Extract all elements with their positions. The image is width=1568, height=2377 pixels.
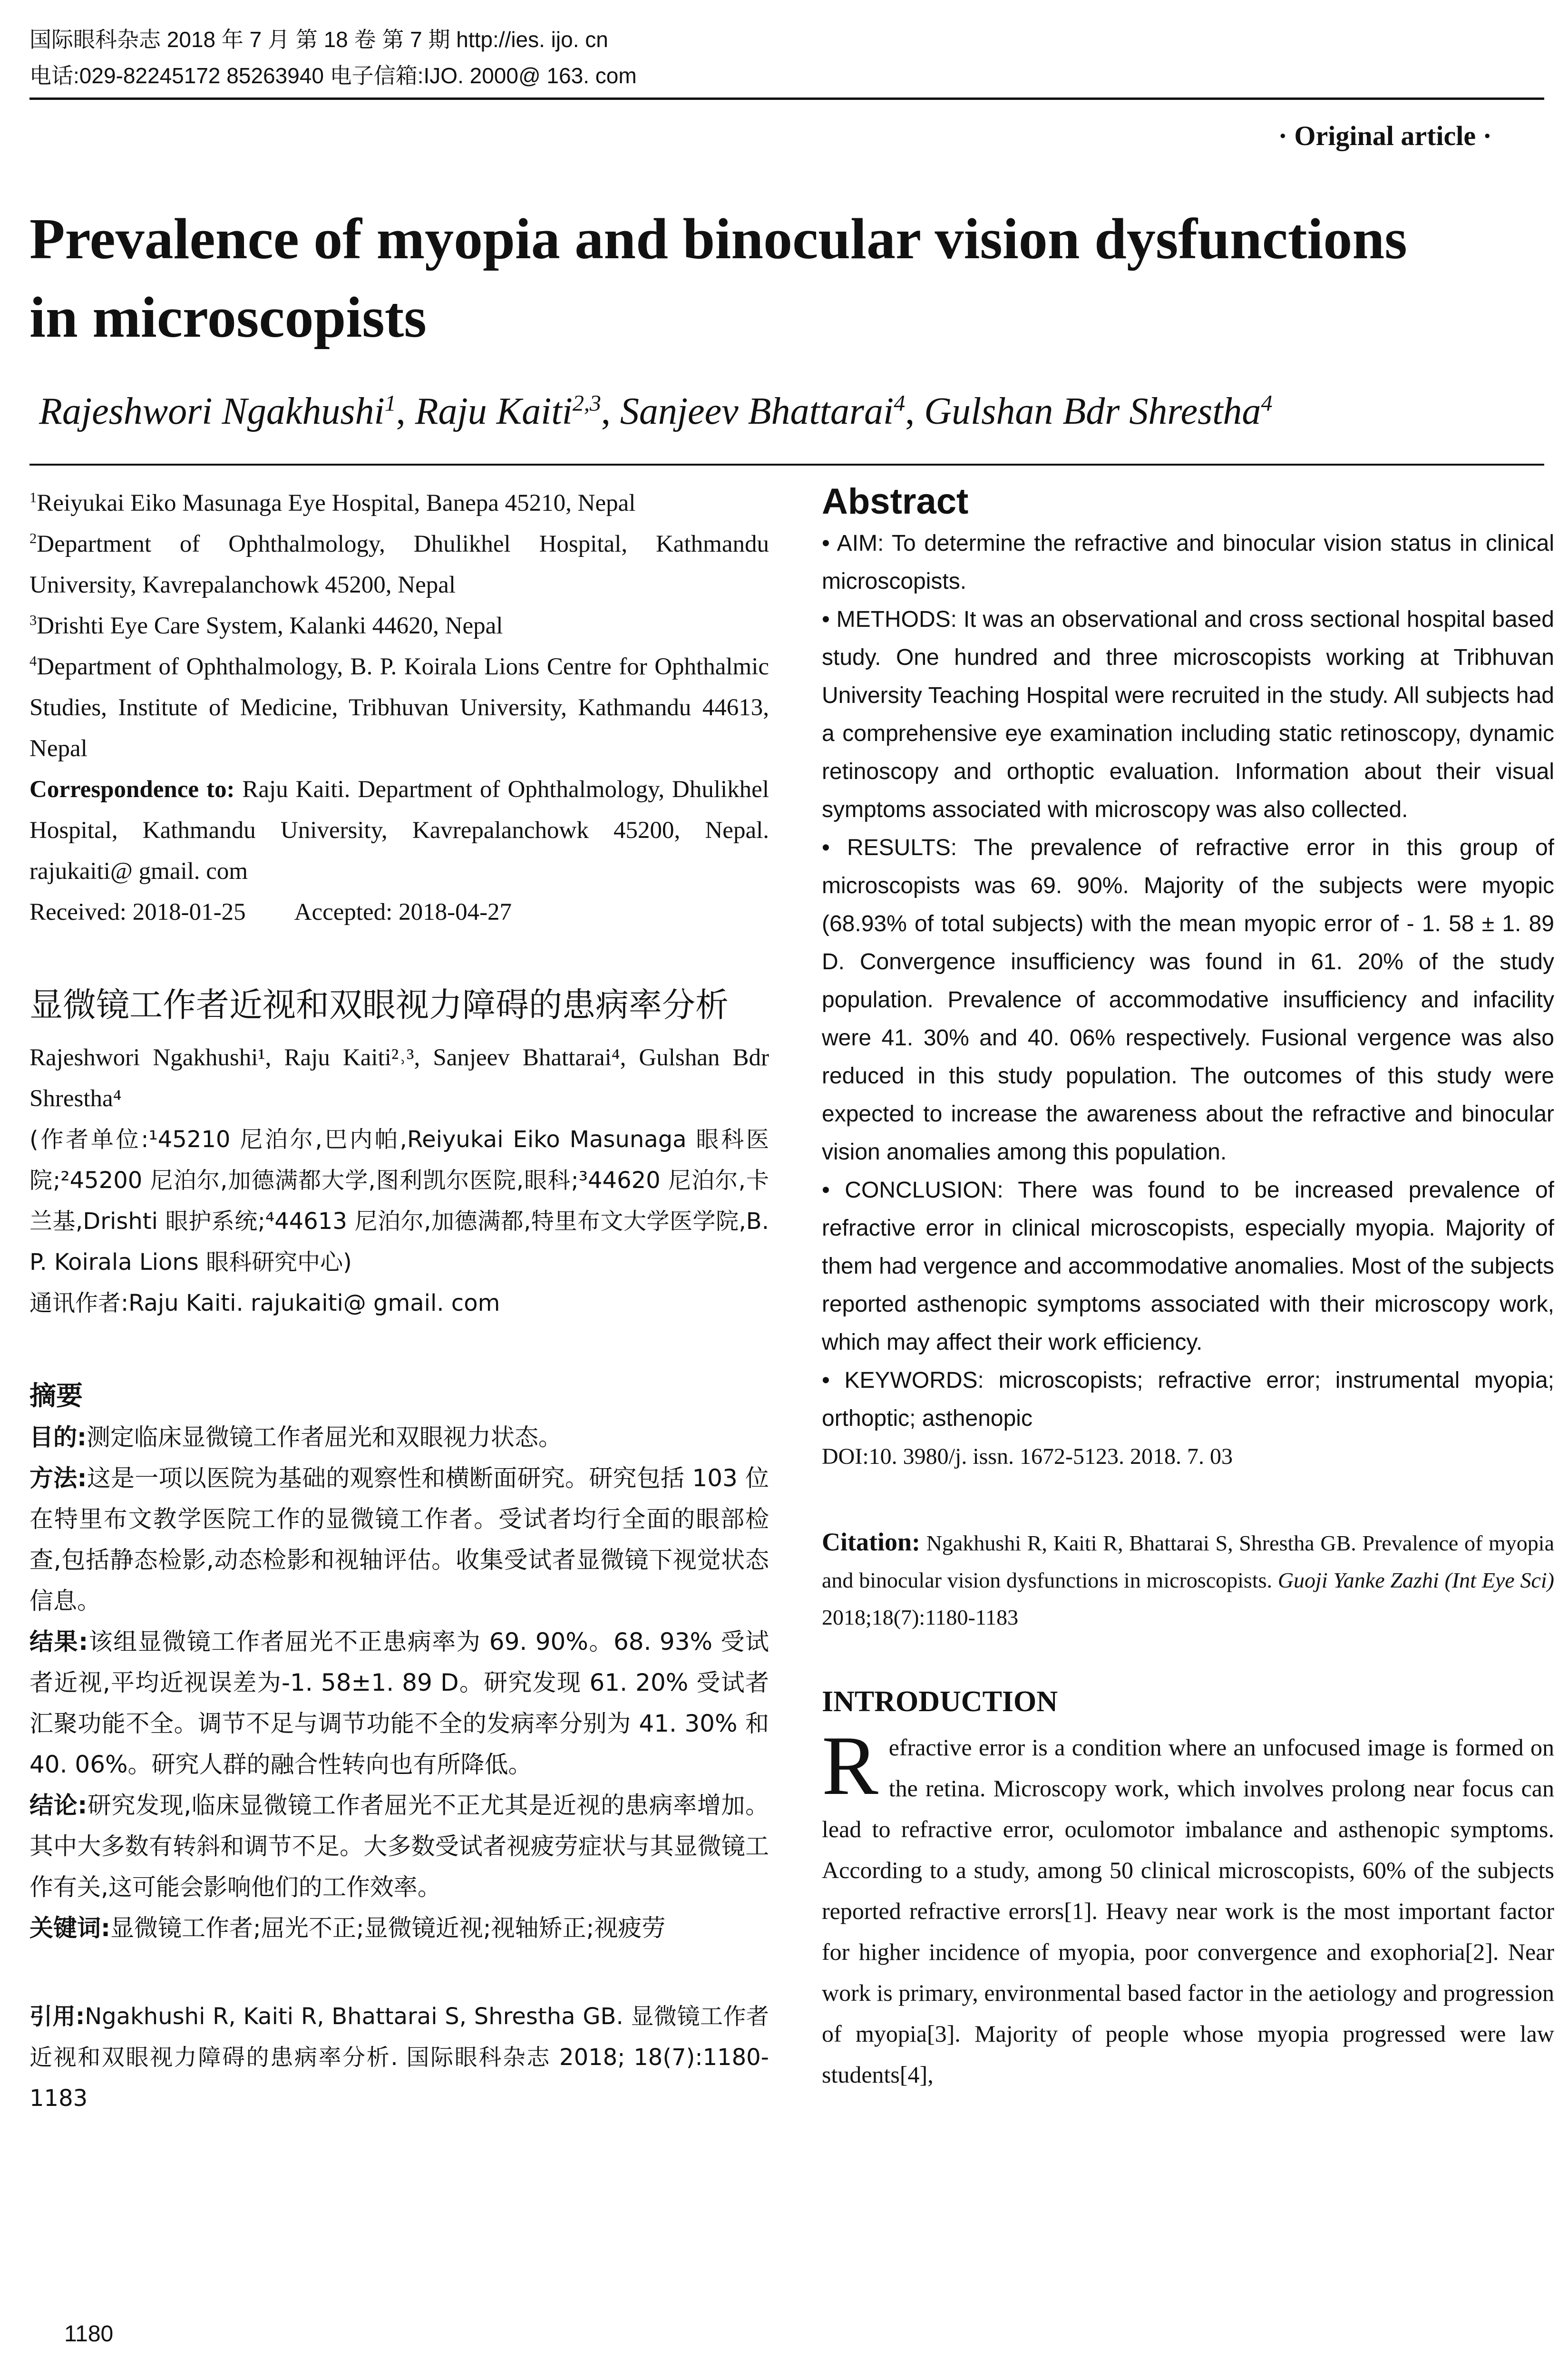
article-title (29, 200, 1551, 357)
intro-heading: INTRODUCTION (822, 1685, 1058, 1718)
author-list: Rajeshwori Ngakhushi$^1$, Raju Kaiti$^{2,3}$, Sanjeev Bhattarai$^4$, Gulshan Bdr Shrestha$^4$ (39, 390, 1273, 432)
cn-abstract (29, 1376, 769, 1948)
left-column (29, 483, 769, 2119)
author-affiliation: 1 (384, 390, 396, 416)
page-number: 1180 (64, 2321, 114, 2347)
abstract-results: • RESULTS: The prevalence of refractive error in this group of microscopists was 69. 90%. Majority of the subjects were myopic (68.93% of total subjects) with the mean myopic error of - 1. 58 ± 1. 89 D. Convergence insufficiency was found in 61. 20% of the study population. Prevalence of accommodative insufficiency and infacility were 41. 30% and 40. 06% respectively. Fusional vergence was also reduced in this study population. The outcomes of this study were expected to increase the awareness about the refractive and binocular vision anomalies among this population. (822, 835, 1554, 1165)
citation-text: Ngakhushi R, Kaiti R, Bhattarai S, Shrestha GB. Prevalence of myopia and binocular vision dysfunctions in microscopists. (822, 1531, 1554, 1592)
article-type: · Original article · (1278, 120, 1492, 151)
doi: DOI:10. 3980/j. issn. 1672-5123. 2018. 7. 03 (822, 1444, 1233, 1469)
author-name: Raju Kaiti (415, 390, 573, 432)
abstract-aim: • AIM: To determine the refractive and binocular vision status in clinical microscopists. (822, 531, 1555, 594)
received-date: Received: 2018-01-25 (29, 899, 246, 925)
affiliation: $^1$Reiyukai Eiko Masunaga Eye Hospital, Banepa 45210, Nepal (29, 489, 636, 516)
author-name: Rajeshwori Ngakhushi (39, 390, 385, 432)
author-affiliation: 2,3 (572, 390, 601, 416)
cn-aim: 目的:测定临床显微镜工作者屈光和双眼视力状态。 (29, 1423, 562, 1451)
affiliation: $^3$Drishti Eye Care System, Kalanki 44620, Nepal (29, 612, 503, 639)
intro-paragraph: Refractive error is a condition where an unfocused image is formed on the retina. Microscopy work, which involves prolong near focus can lead to refractive error, oculomotor imbalance and asthenopic symptoms. According to a study, among 50 clinical microscopists, 60% of the subjects reported refractive errors[1]. Heavy near work is the most important factor for higher incidence of myopia, poor convergence and exophoria[2]. Near work is primary, environmental based factor in the aetiology and progression of myopia[3]. Majority of people whose myopia progressed were law students[4], (822, 1718, 1554, 2088)
cn-title: 显微镜工作者近视和双眼视力障碍的患病率分析 (29, 985, 729, 1024)
author-affiliation: 4 (894, 390, 906, 416)
accepted-date: Accepted: 2018-04-27 (294, 899, 512, 925)
affiliation: $^4$Department of Ophthalmology, B. P. Koirala Lions Centre for Ophthalmic Studies, Institute of Medicine, Tribhuvan University, Kathmandu 44613, Nepal (29, 653, 769, 762)
author-affiliation: 4 (1261, 390, 1273, 416)
cn-keywords: 关键词:显微镜工作者;屈光不正;显微镜近视;视轴矫正;视疲劳 (29, 1914, 666, 1942)
cn-affiliations: (作者单位:¹45210 尼泊尔,巴内帕,Reiyukai Eiko Masunaga 眼科医院;²45200 尼泊尔,加德满都大学,图利凯尔医院,眼科;³44620 尼泊尔,卡兰基,Drishti 眼护系统;⁴44613 尼泊尔,加德满都,特里布文大学医学院,B. P. Koirala Lions 眼科研究中心) (29, 1126, 769, 1276)
affiliation: $^2$Department of Ophthalmology, Dhulikhel Hospital, Kathmandu University, Kavrepalanchowk 45200, Nepal (29, 530, 769, 598)
author-name: Gulshan Bdr Shrestha (924, 390, 1261, 432)
right-column (822, 483, 1554, 2095)
title-line-2: in microscopists (29, 285, 427, 350)
cn-authors: Rajeshwori Ngakhushi¹, Raju Kaiti²˒³, Sanjeev Bhattarai⁴, Gulshan Bdr Shrestha⁴ (29, 1044, 769, 1112)
dropcap: R (822, 1718, 878, 1812)
authors-rule (29, 464, 1544, 466)
title-line-1: Prevalence of myopia and binocular vision dysfunctions (29, 207, 1407, 271)
cn-methods: 方法:这是一项以医院为基础的观察性和横断面研究。研究包括 103 位在特里布文教学医院工作的显微镜工作者。受试者均行全面的眼部检查,包括静态检影,动态检影和视轴评估。收集受试者显微镜下视觉状态信息。 (29, 1464, 769, 1615)
correspondence-text: Raju Kaiti. Department of Ophthalmology, Dhulikhel Hospital, Kathmandu University, Kavrepalanchowk 45200, Nepal. rajukaiti@ gmail. com (29, 776, 769, 885)
correspondence-label: Correspondence to: (29, 776, 235, 803)
introduction-section (822, 1681, 1554, 2095)
cn-citation: 引用:Ngakhushi R, Kaiti R, Bhattarai S, Shrestha GB. 显微镜工作者近视和双眼视力障碍的患病率分析. 国际眼科杂志 2018; 18(7):1180-1183 (29, 2003, 769, 2112)
citation-label: Citation: (822, 1528, 920, 1556)
citation (822, 1523, 1554, 1636)
abstract-keywords: • KEYWORDS: microscopists; refractive error; instrumental myopia; orthoptic; asthenopic (822, 1368, 1554, 1431)
header-rule (29, 97, 1544, 100)
correspondence (29, 769, 769, 892)
author-name: Sanjeev Bhattarai (620, 390, 894, 432)
citation-tail: 2018;18(7):1180-1183 (822, 1605, 1019, 1629)
dates (29, 892, 769, 933)
abstract-heading: Abstract (822, 481, 969, 522)
journal-header-line1: 国际眼科杂志 2018 年 7 月 第 18 卷 第 7 期 http://ies. ijo. cn (29, 27, 608, 52)
abstract-methods: • METHODS: It was an observational and cross sectional hospital based study. One hundred and three microscopists working at Tribhuvan University Teaching Hospital were recruited in the study. All subjects had a comprehensive eye examination including static retinoscopy, dynamic retinoscopy and orthoptic evaluation. Information about their visual symptoms associated with microscopy was also collected. (822, 607, 1554, 822)
cn-results: 结果:该组显微镜工作者屈光不正患病率为 69. 90%。68. 93% 受试者近视,平均近视误差为-1. 58±1. 89 D。研究发现 61. 20% 受试者汇聚功能不全。调节不足与调节功能不全的发病率分别为 41. 30% 和 40. 06%。研究人群的融合性转向也有所降低。 (29, 1628, 769, 1778)
journal-header-line2: 电话:029-82245172 85263940 电子信箱:IJO. 2000@ 163. com (29, 63, 637, 88)
abstract-conclusion: • CONCLUSION: There was found to be increased prevalence of refractive error in clinical microscopists, especially myopia. Majority of them had vergence and accommodative anomalies. Most of the subjects reported asthenopic symptoms associated with their microscopy work, which may affect their work efficiency. (822, 1178, 1554, 1355)
cn-correspondence: 通讯作者:Raju Kaiti. rajukaiti@ gmail. com (29, 1290, 500, 1316)
cn-conclusion: 结论:研究发现,临床显微镜工作者屈光不正尤其是近视的患病率增加。其中大多数有转斜和调节不足。大多数受试者视疲劳症状与其显微镜工作有关,这可能会影响他们的工作效率。 (29, 1792, 769, 1901)
citation-journal: Guoji Yanke Zazhi (Int Eye Sci) (1277, 1568, 1554, 1592)
cn-abstract-heading: 摘要 (29, 1381, 83, 1412)
